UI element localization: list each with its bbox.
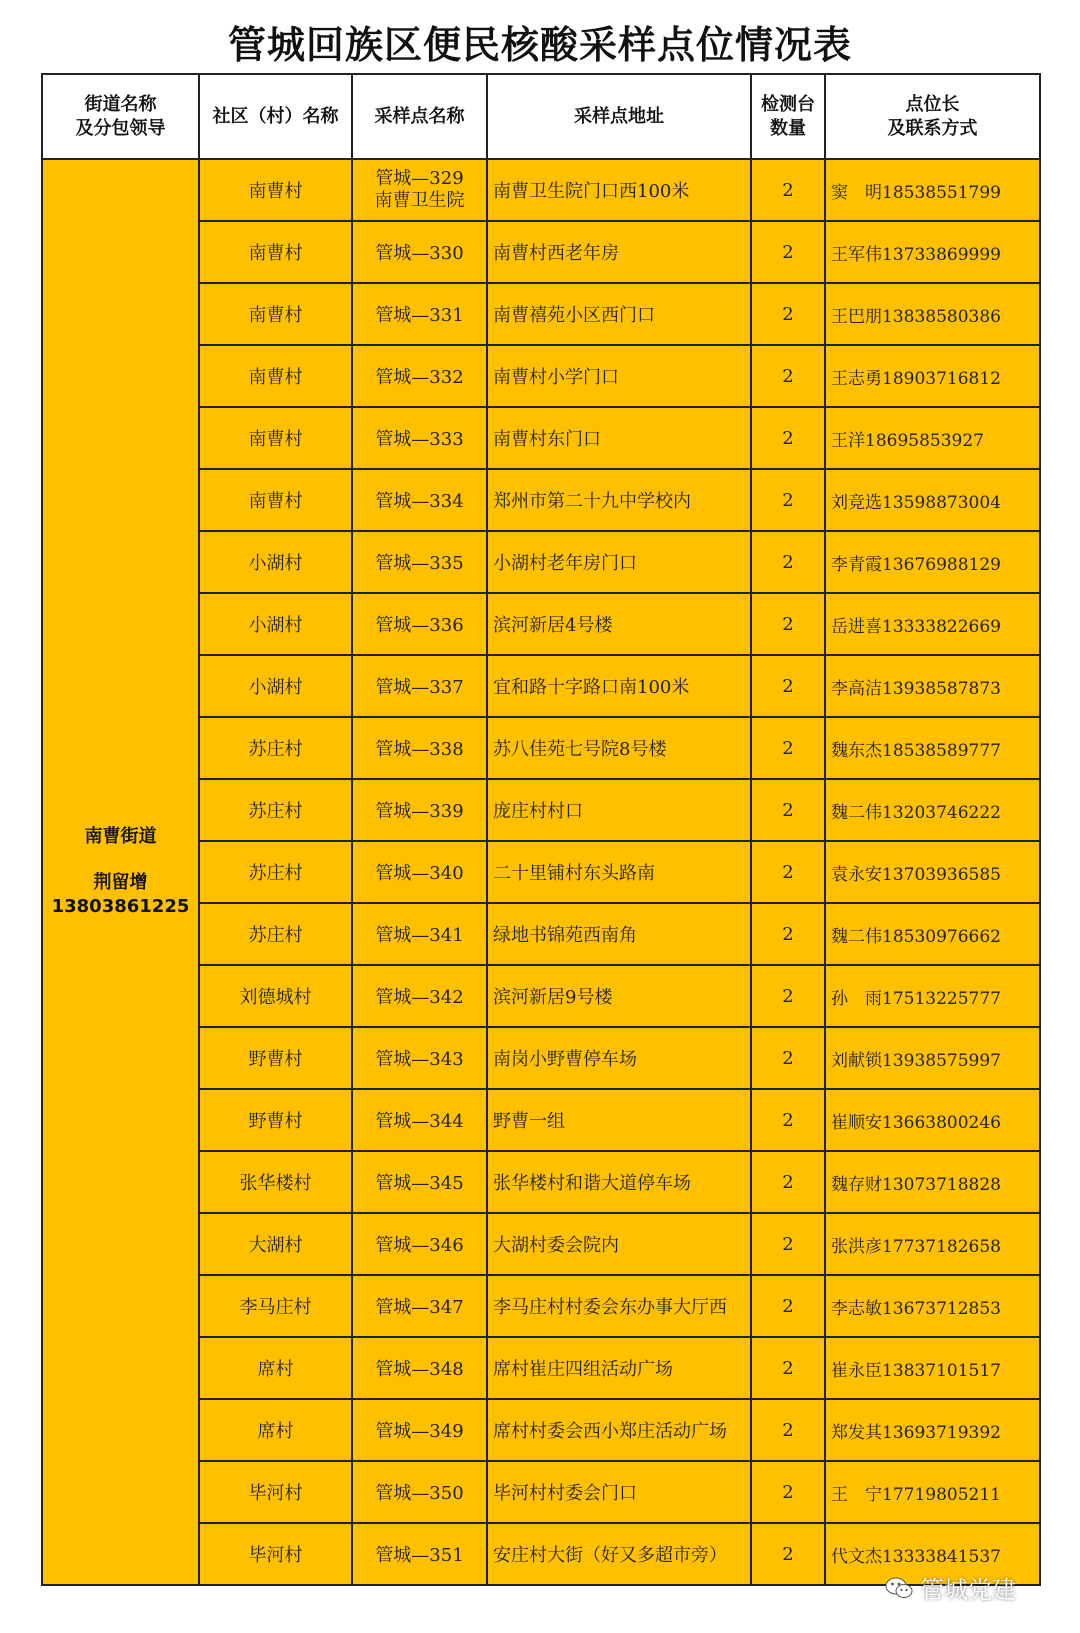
header-site: 采样点名称: [352, 74, 487, 159]
address-cell: 张华楼村和谐大道停车场: [487, 1151, 751, 1213]
contact-cell: 魏二伟13203746222: [825, 779, 1040, 841]
community-cell: 刘德城村: [199, 965, 352, 1027]
community-cell: 小湖村: [199, 655, 352, 717]
site-cell: 管城—335: [352, 531, 487, 593]
community-cell: 南曹村: [199, 283, 352, 345]
community-cell: 南曹村: [199, 345, 352, 407]
devices-cell: 2: [751, 283, 825, 345]
devices-cell: 2: [751, 1275, 825, 1337]
contact-cell: 刘竞选13598873004: [825, 469, 1040, 531]
community-cell: 野曹村: [199, 1089, 352, 1151]
address-cell: 滨河新居4号楼: [487, 593, 751, 655]
devices-cell: 2: [751, 841, 825, 903]
community-cell: 苏庄村: [199, 903, 352, 965]
site-cell: 管城—342: [352, 965, 487, 1027]
contact-cell: 王志勇18903716812: [825, 345, 1040, 407]
site-cell: 管城—337: [352, 655, 487, 717]
community-cell: 南曹村: [199, 159, 352, 221]
site-cell: 管城—341: [352, 903, 487, 965]
devices-cell: 2: [751, 345, 825, 407]
devices-cell: 2: [751, 159, 825, 221]
site-cell: 管城—351: [352, 1523, 487, 1585]
address-cell: 南曹村东门口: [487, 407, 751, 469]
street-name: 南曹街道: [84, 826, 157, 847]
community-cell: 席村: [199, 1337, 352, 1399]
table-header-row: [42, 74, 1040, 159]
address-cell: 庞庄村村口: [487, 779, 751, 841]
header-leader: 点位长 及联系方式: [825, 74, 1040, 159]
contact-cell: 张洪彦17737182658: [825, 1213, 1040, 1275]
address-cell: 席村村委会西小郑庄活动广场: [487, 1399, 751, 1461]
community-cell: 苏庄村: [199, 717, 352, 779]
devices-cell: 2: [751, 1399, 825, 1461]
street-cell: [42, 159, 199, 1585]
address-cell: 南曹村小学门口: [487, 345, 751, 407]
devices-cell: 2: [751, 1461, 825, 1523]
devices-cell: 2: [751, 531, 825, 593]
community-cell: 小湖村: [199, 593, 352, 655]
site-cell: 管城—336: [352, 593, 487, 655]
address-cell: 野曹一组: [487, 1089, 751, 1151]
devices-cell: 2: [751, 469, 825, 531]
community-cell: 席村: [199, 1399, 352, 1461]
address-cell: 绿地书锦苑西南角: [487, 903, 751, 965]
contact-cell: 刘献锁13938575997: [825, 1027, 1040, 1089]
contact-cell: 魏二伟18530976662: [825, 903, 1040, 965]
community-cell: 南曹村: [199, 469, 352, 531]
site-cell: 管城—334: [352, 469, 487, 531]
contact-cell: 李志敏13673712853: [825, 1275, 1040, 1337]
site-cell: 管城—350: [352, 1461, 487, 1523]
address-cell: 南岗小野曹停车场: [487, 1027, 751, 1089]
site-cell: 管城—346: [352, 1213, 487, 1275]
address-cell: 滨河新居9号楼: [487, 965, 751, 1027]
wechat-icon: [884, 1576, 914, 1600]
community-cell: 毕河村: [199, 1523, 352, 1585]
contact-cell: 王 宁17719805211: [825, 1461, 1040, 1523]
site-cell: 管城—343: [352, 1027, 487, 1089]
contact-cell: 魏东杰18538589777: [825, 717, 1040, 779]
table-row: [42, 159, 1040, 221]
contact-cell: 王洋18695853927: [825, 407, 1040, 469]
devices-cell: 2: [751, 1151, 825, 1213]
header-address: 采样点地址: [487, 74, 751, 159]
devices-cell: 2: [751, 965, 825, 1027]
devices-cell: 2: [751, 655, 825, 717]
address-cell: 席村崔庄四组活动广场: [487, 1337, 751, 1399]
contact-cell: 李高洁13938587873: [825, 655, 1040, 717]
devices-cell: 2: [751, 1337, 825, 1399]
devices-cell: 2: [751, 407, 825, 469]
community-cell: 苏庄村: [199, 841, 352, 903]
address-cell: 安庄村大街（好又多超市旁）: [487, 1523, 751, 1585]
contact-cell: 袁永安13703936585: [825, 841, 1040, 903]
devices-cell: 2: [751, 1027, 825, 1089]
address-cell: 南曹卫生院门口西100米: [487, 159, 751, 221]
contact-cell: 崔顺安13663800246: [825, 1089, 1040, 1151]
community-cell: 张华楼村: [199, 1151, 352, 1213]
contact-cell: 窦 明18538551799: [825, 159, 1040, 221]
contact-cell: 李青霞13676988129: [825, 531, 1040, 593]
site-cell: 管城—340: [352, 841, 487, 903]
community-cell: 野曹村: [199, 1027, 352, 1089]
address-cell: 李马庄村村委会东办事大厅西: [487, 1275, 751, 1337]
address-cell: 宜和路十字路口南100米: [487, 655, 751, 717]
devices-cell: 2: [751, 1089, 825, 1151]
address-cell: 南曹村西老年房: [487, 221, 751, 283]
contact-cell: 代文杰13333841537: [825, 1523, 1040, 1585]
site-cell: 管城—345: [352, 1151, 487, 1213]
contact-cell: 王军伟13733869999: [825, 221, 1040, 283]
site-cell: 管城—330: [352, 221, 487, 283]
address-cell: 大湖村委会院内: [487, 1213, 751, 1275]
street-leader: 荆留增: [93, 872, 148, 893]
site-cell: 管城—331: [352, 283, 487, 345]
contact-cell: 孙 雨17513225777: [825, 965, 1040, 1027]
community-cell: 苏庄村: [199, 779, 352, 841]
site-cell: 管城—344: [352, 1089, 487, 1151]
address-cell: 小湖村老年房门口: [487, 531, 751, 593]
site-cell: 管城—332: [352, 345, 487, 407]
contact-cell: 魏存财13073718828: [825, 1151, 1040, 1213]
community-cell: 南曹村: [199, 407, 352, 469]
site-cell: 管城—347: [352, 1275, 487, 1337]
contact-cell: 崔永臣13837101517: [825, 1337, 1040, 1399]
header-street: 街道名称 及分包领导: [42, 74, 199, 159]
devices-cell: 2: [751, 1213, 825, 1275]
devices-cell: 2: [751, 221, 825, 283]
site-cell: 管城—329 南曹卫生院: [352, 159, 487, 221]
site-cell: 管城—333: [352, 407, 487, 469]
site-cell: 管城—339: [352, 779, 487, 841]
community-cell: 小湖村: [199, 531, 352, 593]
devices-cell: 2: [751, 593, 825, 655]
contact-cell: 王巴朋13838580386: [825, 283, 1040, 345]
header-devices: 检测台 数量: [751, 74, 825, 159]
page-title: 管城回族区便民核酸采样点位情况表: [227, 23, 852, 67]
community-cell: 李马庄村: [199, 1275, 352, 1337]
watermark-text: 管城党建: [920, 1576, 1016, 1604]
address-cell: 郑州市第二十九中学校内: [487, 469, 751, 531]
devices-cell: 2: [751, 779, 825, 841]
community-cell: 大湖村: [199, 1213, 352, 1275]
contact-cell: 岳进喜13333822669: [825, 593, 1040, 655]
site-cell: 管城—348: [352, 1337, 487, 1399]
community-cell: 毕河村: [199, 1461, 352, 1523]
address-cell: 毕河村村委会门口: [487, 1461, 751, 1523]
contact-cell: 郑发其13693719392: [825, 1399, 1040, 1461]
devices-cell: 2: [751, 903, 825, 965]
street-phone: 13803861225: [51, 896, 190, 917]
address-cell: 南曹禧苑小区西门口: [487, 283, 751, 345]
address-cell: 二十里铺村东头路南: [487, 841, 751, 903]
devices-cell: 2: [751, 1523, 825, 1585]
site-cell: 管城—338: [352, 717, 487, 779]
address-cell: 苏八佳苑七号院8号楼: [487, 717, 751, 779]
header-community: 社区（村）名称: [199, 74, 352, 159]
sampling-sites-table: [41, 73, 1041, 1586]
community-cell: 南曹村: [199, 221, 352, 283]
watermark: [884, 1570, 1016, 1605]
site-cell: 管城—349: [352, 1399, 487, 1461]
devices-cell: 2: [751, 717, 825, 779]
